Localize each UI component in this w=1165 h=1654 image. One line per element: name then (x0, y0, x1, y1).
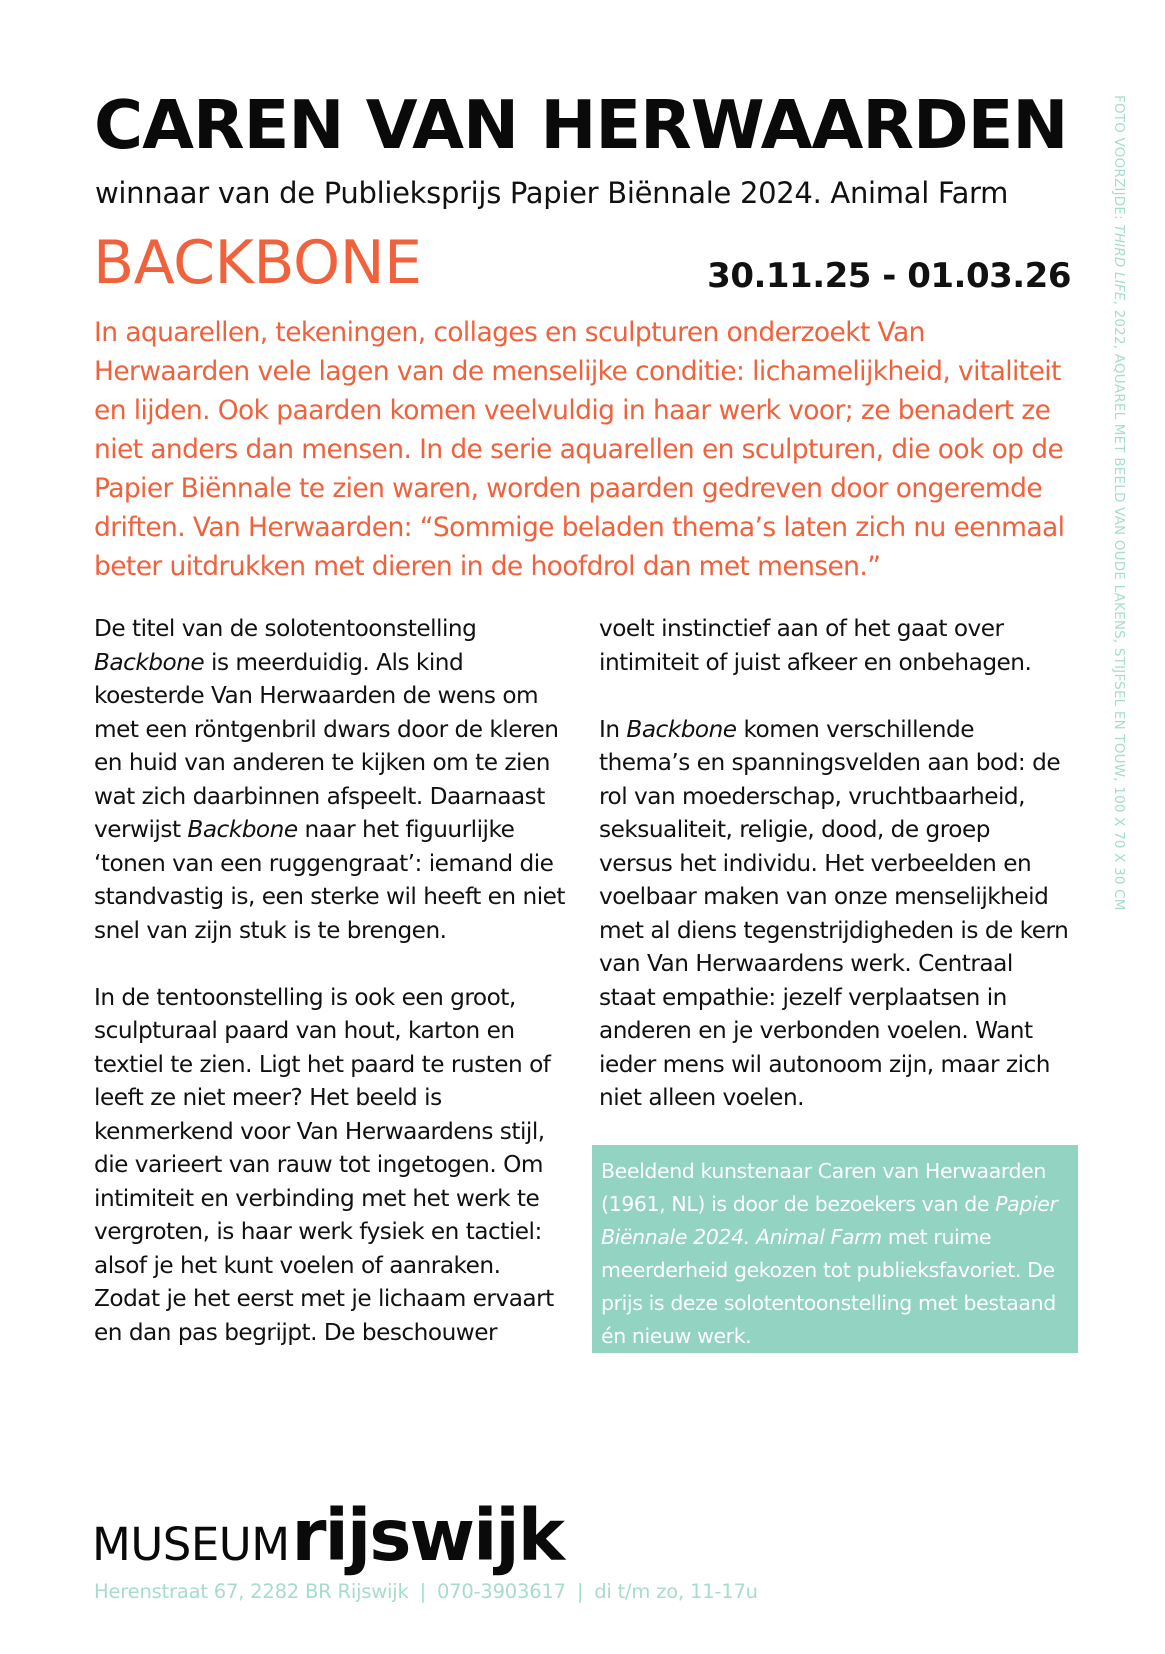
footer-hours: di t/m zo, 11-17u (594, 1580, 758, 1603)
body-column-right (599, 612, 1069, 1115)
text-span: Beeldend kunstenaar Caren van Herwaarden (1961, NL) is door de bezoekers van de (601, 1159, 1046, 1216)
title-emphasis: Backbone (94, 648, 205, 676)
text-span: De titel van de solotentoonstelling (94, 615, 477, 642)
footer-address: Herenstraat 67, 2282 BR Rijswijk (94, 1580, 409, 1603)
text-span: In (599, 715, 627, 743)
footer-separator: | (576, 1580, 584, 1603)
exhibition-subtitle: winnaar van de Publieksprijs Papier Biënnale 2024. Animal Farm (95, 176, 1009, 210)
logo-museum-word: MUSEUM (92, 1518, 290, 1571)
body-paragraph-2: In de tentoonstelling is ook een groot, sculpturaal paard van hout, karton en textiel te zien. Ligt het paard te rusten of leeft ze niet meer? Het beeld is kenmerkend voor Van Herwaardens stijl, die varieert van rauw tot ingetogen. Om intimiteit en verbinding met het werk te vergroten, is haar werk fysiek en tactiel: alsof je het kunt voelen of aanraken. Zodat je het eerst met je lichaam ervaart en dan pas begrijpt. De beschouwer (94, 983, 554, 1346)
intro-paragraph: In aquarellen, tekeningen, collages en sculpturen onderzoekt Van Herwaarden vele lagen van de menselijke conditie: lichamelijkheid, vitaliteit en lijden. Ook paarden komen veelvuldig in haar werk voor; ze benadert ze niet anders dan mensen. In de serie aquarellen en sculpturen, die ook op de Papier Biënnale te zien waren, worden paarden gedreven door ongeremde driften. Van Herwaarden: “Sommige beladen thema’s laten zich nu eenmaal beter uitdrukken met dieren in de hoofdrol dan met mensen.” (94, 317, 1065, 582)
award-info-box (592, 1145, 1078, 1353)
footer-separator: | (419, 1580, 426, 1603)
body-paragraph-4 (599, 713, 1069, 1115)
photo-credit (1111, 95, 1127, 911)
body-paragraph-1 (94, 612, 569, 947)
museum-logo (92, 1494, 563, 1577)
text-span: komen verschillende thema’s en spanningsvelden aan bod: de rol van moederschap, vruchtbaarheid, seksualiteit, religie, dood, de groep versus het individu. Het verbeelden en voelbaar maken van onze menselijkheid met al diens tegenstrijdigheden is de kern van Van Herwaardens werk. Centraal staat empathie: jezelf verplaatsen in anderen en je verbonden voelen. Want ieder mens wil autonoom zijn, maar zich niet alleen voelen. (599, 715, 1069, 1111)
footer-contact (94, 1580, 758, 1603)
footer-phone: 070-3903617 (436, 1580, 566, 1603)
text-span: , 2022, AQUAREL MET BEELD VAN OUDE LAKENS, STIJFSEL EN TOUW, 100 X 70 X 30 CM (1111, 300, 1127, 911)
text-span: FOTO VOORZIJDE: (1111, 95, 1127, 225)
award-text (601, 1155, 1068, 1353)
body-column-left (94, 612, 569, 1349)
exhibition-dates: 30.11.25 - 01.03.26 (707, 256, 1071, 296)
text-span: met ruime meerderheid gekozen tot publieksfavoriet. De prijs is deze solotentoonstelling met bestaand én nieuw werk. (601, 1225, 1056, 1348)
title-emphasis: THIRD LIFE (1111, 224, 1127, 301)
title-emphasis: Backbone (626, 715, 737, 743)
artist-name: CAREN VAN HERWAARDEN (94, 86, 1068, 164)
text-span: naar het figuurlijke ‘tonen van een ruggengraat’: iemand die standvastig is, een sterke wil heeft en niet snel van zijn stuk is te brengen. (94, 816, 565, 944)
title-emphasis: Backbone (187, 816, 298, 843)
text-span: is meerduidig. Als kind koesterde Van Herwaarden de wens om met een röntgenbril dwars door de kleren en huid van anderen te kijken om te zien wat zich daarbinnen afspeelt. Daarnaast verwijst (94, 648, 559, 843)
body-paragraph-3: voelt instinctief aan of het gaat over intimiteit of juist afkeer en onbehagen. (599, 615, 1032, 676)
exhibition-title: BACKBONE (93, 228, 422, 298)
title-emphasis: Papier Biënnale 2024. Animal Farm (601, 1192, 1058, 1249)
logo-place-word: rijswijk (291, 1494, 563, 1577)
